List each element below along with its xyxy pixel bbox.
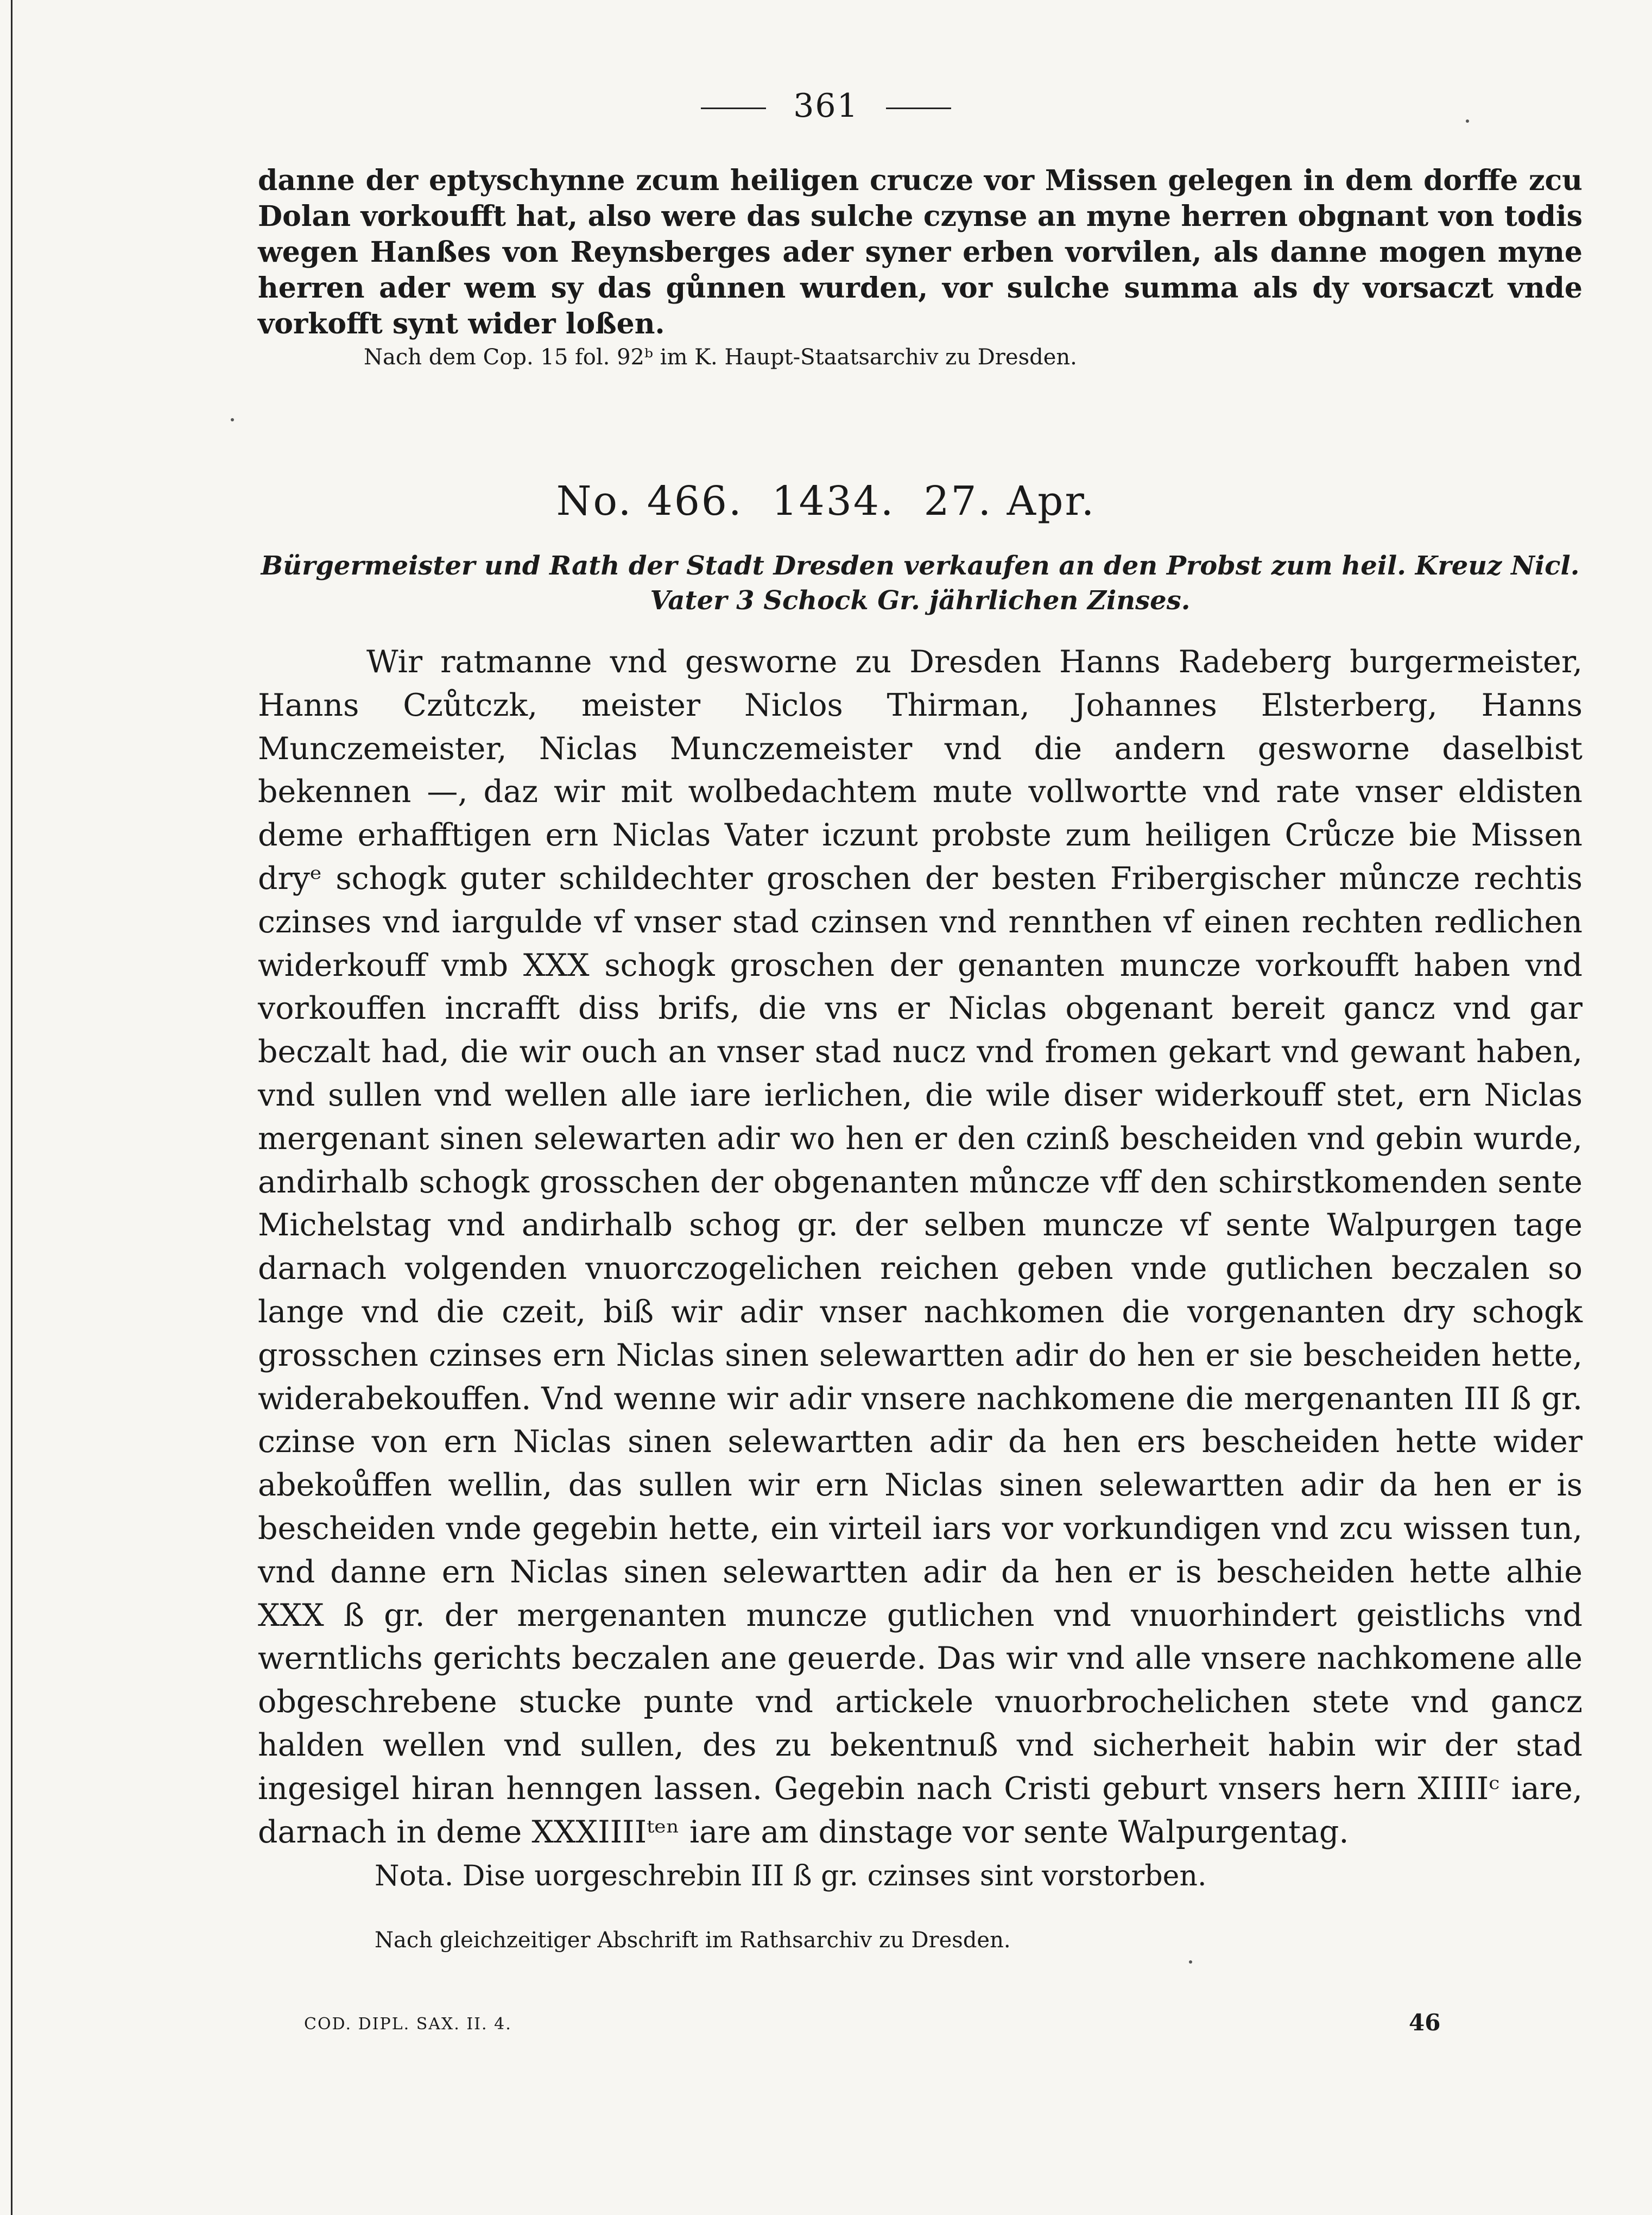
header-dash-right — [886, 108, 951, 109]
scan-speck — [231, 418, 234, 421]
previous-document-source: Nach dem Cop. 15 fol. 92ᵇ im K. Haupt-Staatsarchiv zu Dresden. — [364, 345, 1077, 370]
document-source: Nach gleichzeitiger Abschrift im Rathsarchiv zu Dresden. — [375, 1928, 1011, 1953]
scan-speck — [1189, 1960, 1192, 1964]
document-body-text: Wir ratmanne vnd gesworne zu Dresden Hanns Radeberg burgermeister, Hanns Czůtczk, meister Niclos Thirman, Johannes Elsterberg, Hanns Munczemeister, Niclas Munczemeister vnd die andern gesworne daselbist bekennen —, daz wir mit wolbedachtem mute vollwortte vnd rate vnser eldisten deme erhafftigen ern Niclas Vater iczunt probste zum heiligen Crůcze bie Missen dryᵉ schogk guter schildechter groschen der besten Fribergischer můncze rechtis czinses vnd iargulde vf vnser stad czinsen vnd rennthen vf einen rechten redlichen widerkouff vmb XXX schogk groschen der genanten muncze vorkoufft haben vnd vorkouffen incrafft diss brifs, die vns er Niclas obgenant bereit gancz vnd gar beczalt had, die wir ouch an vnser stad nucz vnd fromen gekart vnd gewant haben, vnd sullen vnd wellen alle iare ierlichen, die wile diser widerkouff stet, ern Niclas mergenant sinen selewarten adir wo hen er den czinß bescheiden vnd gebin wurde, andirhalb schogk grosschen der obgenanten můncze vff den schirstkomenden sente Michelstag vnd andirhalb schog gr. der selben muncze vf sente Walpurgen tage darnach volgenden vnuorczogelichen reichen geben vnde gutlichen beczalen so lange vnd die czeit, biß wir adir vnser nachkomen die vorgenanten dry schogk grosschen czinses ern Niclas sinen selewartten adir do hen er sie bescheiden hette, widerabekouffen. Vnd wenne wir adir vnsere nachkomene die mergenanten III ß gr. czinse von ern Niclas sinen selewartten adir da hen ers bescheiden hette wider abekoůffen wellin, das sullen wir ern Niclas sinen selewartten adir da hen er is bescheiden vnde gegebin hette, ein virteil iars vor vorkundigen vnd zcu wissen tun, vnd danne ern Niclas sinen selewartten adir da hen er is bescheiden hette alhie XXX ß gr. der mergenanten muncze gutlichen vnd vnuorhindert geistlichs vnd werntlichs gerichts beczalen ane geuerde. Das wir vnd alle vnsere nachkomene alle obgeschrebene stucke punte vnd artickele vnuorbrochelichen stete vnd gancz halden wellen vnd sullen, des zu bekentnuß vnd sicherheit habin wir der stad ingesigel hiran henngen lassen. Gegebin nach Cristi geburt vnsers hern XIIIIᶜ iare, darnach in deme XXXIIIIᵗᵉⁿ iare am dinstage vor sente Walpurgentag. — [258, 644, 1583, 1850]
header-dash-left — [701, 108, 766, 109]
footer-sheet-number: 46 — [1409, 2009, 1441, 2036]
document-nota: Nota. Dise uorgeschrebin III ß gr. czinses sint vorstorben. — [375, 1860, 1207, 1892]
regest-line-2: Vater 3 Schock Gr. jährlichen Zinses. — [650, 585, 1191, 616]
page-edge-rule — [11, 0, 12, 2215]
footer-signature: COD. DIPL. SAX. II. 4. — [304, 2015, 512, 2034]
previous-document-text: danne der eptyschynne zcum heiligen crucze vor Missen gelegen in dem dorffe zcu Dolan vorkoufft hat, also were das sulche czynse an myne herren obgnant von todis wegen Hanßes von Reynsberges ader syner erben vorvilen, als danne mogen myne herren ader wem sy das gůnnen wurden, vor sulche summa als dy vorsaczt vnde vorkofft synt wider loßen. — [258, 164, 1583, 340]
document-body — [258, 641, 1583, 1854]
regest-line-1: Bürgermeister und Rath der Stadt Dresden verkaufen an den Probst zum heil. Kreuz Nicl. — [261, 551, 1580, 581]
document-regest — [258, 548, 1583, 618]
page-header — [0, 87, 1652, 125]
scan-speck — [1466, 119, 1469, 123]
document-title: No. 466. 1434. 27. Apr. — [556, 478, 1096, 525]
page-number: 361 — [793, 87, 859, 125]
